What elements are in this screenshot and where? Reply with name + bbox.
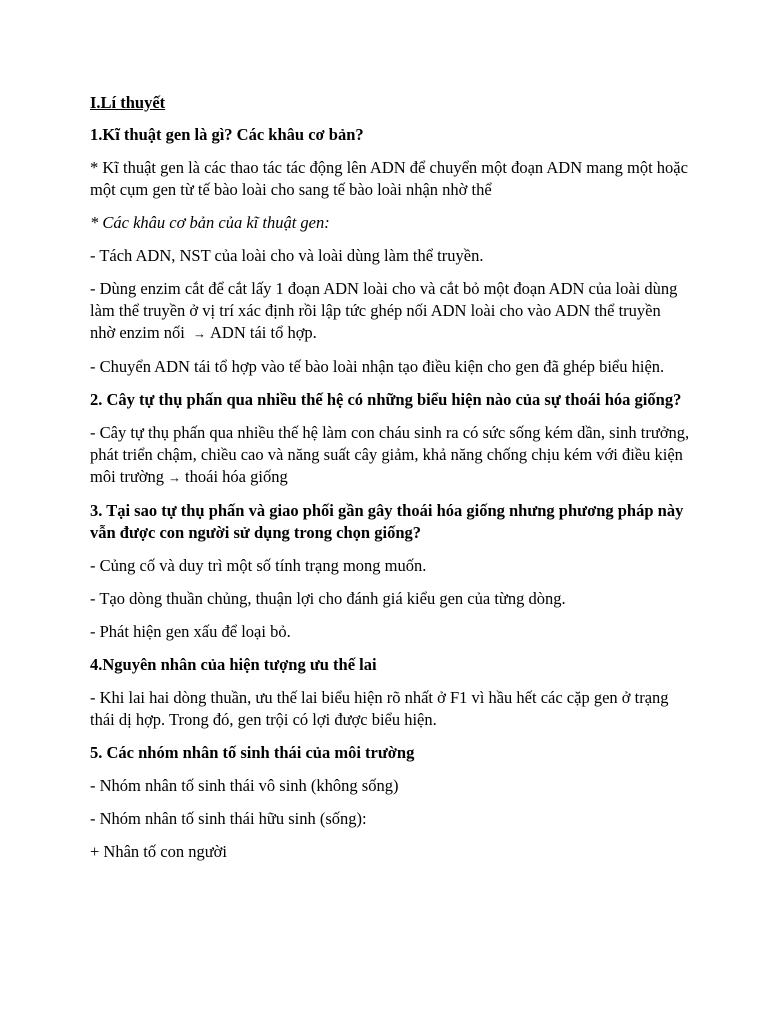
question-3-point-2: - Tạo dòng thuần chủng, thuận lợi cho đánh giá kiểu gen của từng dòng. (90, 589, 566, 608)
question-5-heading: 5. Các nhóm nhân tố sinh thái của môi trường (90, 743, 415, 762)
question-1-step-2-result: ADN tái tổ hợp. (210, 323, 317, 342)
question-1-step-1: - Tách ADN, NST của loài cho và loài dùng làm thể truyền. (90, 246, 484, 265)
question-3-point-3: - Phát hiện gen xấu để loại bỏ. (90, 622, 291, 641)
question-1-definition: * Kĩ thuật gen là các thao tác tác động lên ADN để chuyển một đoạn ADN mang một hoặc một cụm gen từ tế bào loài cho sang tế bào loài nhận nhờ thể (90, 158, 688, 199)
question-1-heading: 1.Kĩ thuật gen là gì? Các khâu cơ bản? (90, 125, 364, 144)
question-5-item-3: + Nhân tố con người (90, 842, 227, 861)
question-5-item-1: - Nhóm nhân tố sinh thái vô sinh (không sống) (90, 776, 399, 795)
question-2-answer-result: thoái hóa giống (185, 467, 288, 486)
question-4-heading: 4.Nguyên nhân của hiện tượng ưu thế lai (90, 655, 377, 674)
question-3-heading: 3. Tại sao tự thụ phấn và giao phối gần gây thoái hóa giống nhưng phương pháp này vẫn được con người sử dụng trong chọn giống? (90, 501, 684, 542)
question-1-step-2-text: - Dùng enzim cắt để cắt lấy 1 đoạn ADN loài cho và cắt bỏ một đoạn ADN của loài dùng làm thể truyền ở vị trí xác định rồi lập tức ghép nối ADN loài cho vào ADN thể truyền nhờ enzim nối (90, 279, 678, 342)
question-2-answer (90, 422, 690, 489)
question-1-step-3: - Chuyển ADN tái tổ hợp vào tế bào loài nhận tạo điều kiện cho gen đã ghép biểu hiện. (90, 357, 665, 376)
question-1-step-2 (90, 278, 690, 345)
right-arrow-icon: → (168, 470, 182, 485)
right-arrow-icon: → (193, 326, 206, 341)
question-1-steps-heading: * Các khâu cơ bản của kĩ thuật gen: (90, 213, 330, 232)
question-5-item-2: - Nhóm nhân tố sinh thái hữu sinh (sống): (90, 809, 367, 828)
question-3-point-1: - Củng cố và duy trì một số tính trạng mong muốn. (90, 556, 427, 575)
question-2-answer-text: - Cây tự thụ phấn qua nhiều thế hệ làm con cháu sinh ra có sức sống kém dần, sinh trưởng, phát triển chậm, chiều cao và năng suất cây giảm, khả năng chống chịu kém với điều kiện môi trường (90, 423, 690, 486)
question-4-answer: - Khi lai hai dòng thuần, ưu thế lai biểu hiện rõ nhất ở F1 vì hầu hết các cặp gen ở trạng thái dị hợp. Trong đó, gen trội có lợi được biểu hiện. (90, 688, 669, 729)
question-2-heading: 2. Cây tự thụ phấn qua nhiều thế hệ có những biểu hiện nào của sự thoái hóa giống? (90, 390, 682, 409)
section-title: I.Lí thuyết (90, 93, 166, 112)
document-page (90, 92, 690, 874)
